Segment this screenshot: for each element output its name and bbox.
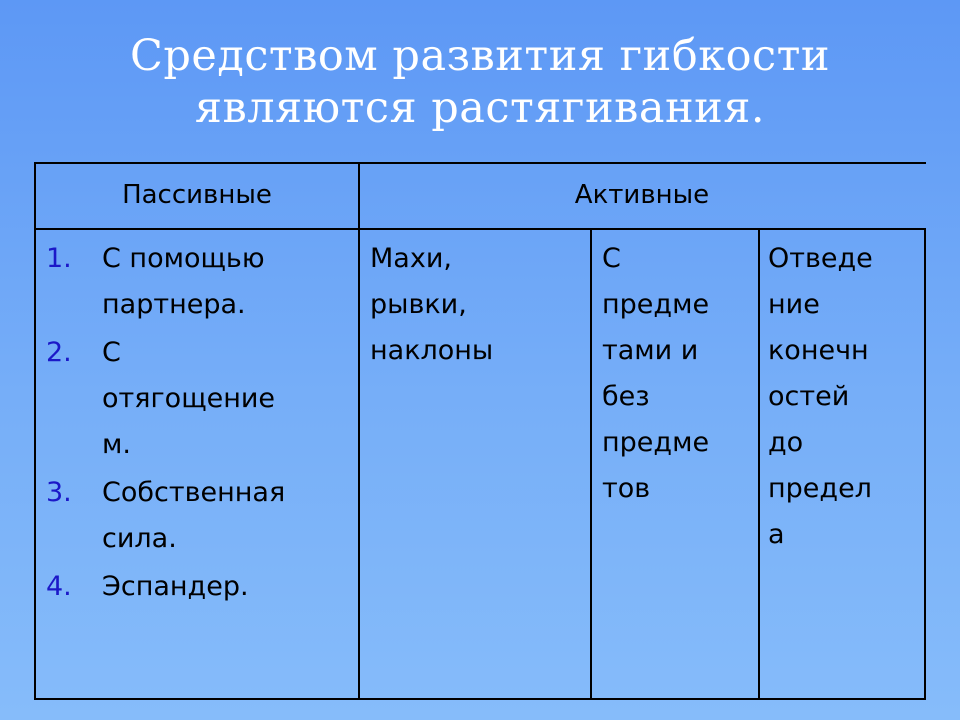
list-line: Собственная (102, 477, 286, 508)
title-line-2: являются растягивания. (194, 83, 766, 133)
cell-line: без (602, 381, 650, 412)
cell-line: предме (602, 289, 710, 320)
cell-line: рывки, (370, 289, 467, 320)
slide-title (0, 30, 960, 134)
table-border-bottom (34, 698, 926, 700)
cell-line: а (768, 519, 785, 550)
list-line: С помощью (102, 243, 265, 274)
cell-line: Махи, (370, 243, 452, 274)
cell-line: тами и (602, 335, 699, 366)
cell-line: Отведе (768, 243, 873, 274)
cell-line: остей (768, 381, 850, 412)
list-line: отягощение (102, 383, 276, 414)
passive-cell (36, 232, 358, 698)
active-cell-swings (360, 232, 590, 698)
list-number: 2. (46, 337, 72, 368)
cell-line: конечн (768, 335, 869, 366)
list-item (36, 470, 358, 562)
list-item (36, 236, 358, 328)
list-number: 1. (46, 243, 72, 274)
header-active: Активные (574, 180, 710, 210)
list-line: м. (102, 429, 131, 460)
active-cell-abduction (760, 232, 924, 698)
list-item (36, 564, 358, 610)
passive-list (36, 236, 358, 610)
table-border-right (924, 230, 926, 700)
list-item (36, 330, 358, 468)
cell-line: предме (602, 427, 710, 458)
list-line: С (102, 337, 121, 368)
list-number: 4. (46, 571, 72, 602)
cell-line: наклоны (370, 335, 494, 366)
cell-line: ние (768, 289, 820, 320)
table-border-header-bottom (34, 228, 926, 230)
active-cell-objects (592, 232, 758, 698)
list-line: сила. (102, 523, 177, 554)
cell-line: С (602, 243, 621, 274)
cell-line: тов (602, 473, 651, 504)
list-line: Эспандер. (102, 571, 249, 602)
header-passive: Пассивные (122, 180, 272, 210)
list-line: партнера. (102, 289, 246, 320)
cell-line: до (768, 427, 804, 458)
cell-line: предел (768, 473, 872, 504)
title-line-1: Средством развития гибкости (129, 31, 831, 81)
list-number: 3. (46, 477, 72, 508)
